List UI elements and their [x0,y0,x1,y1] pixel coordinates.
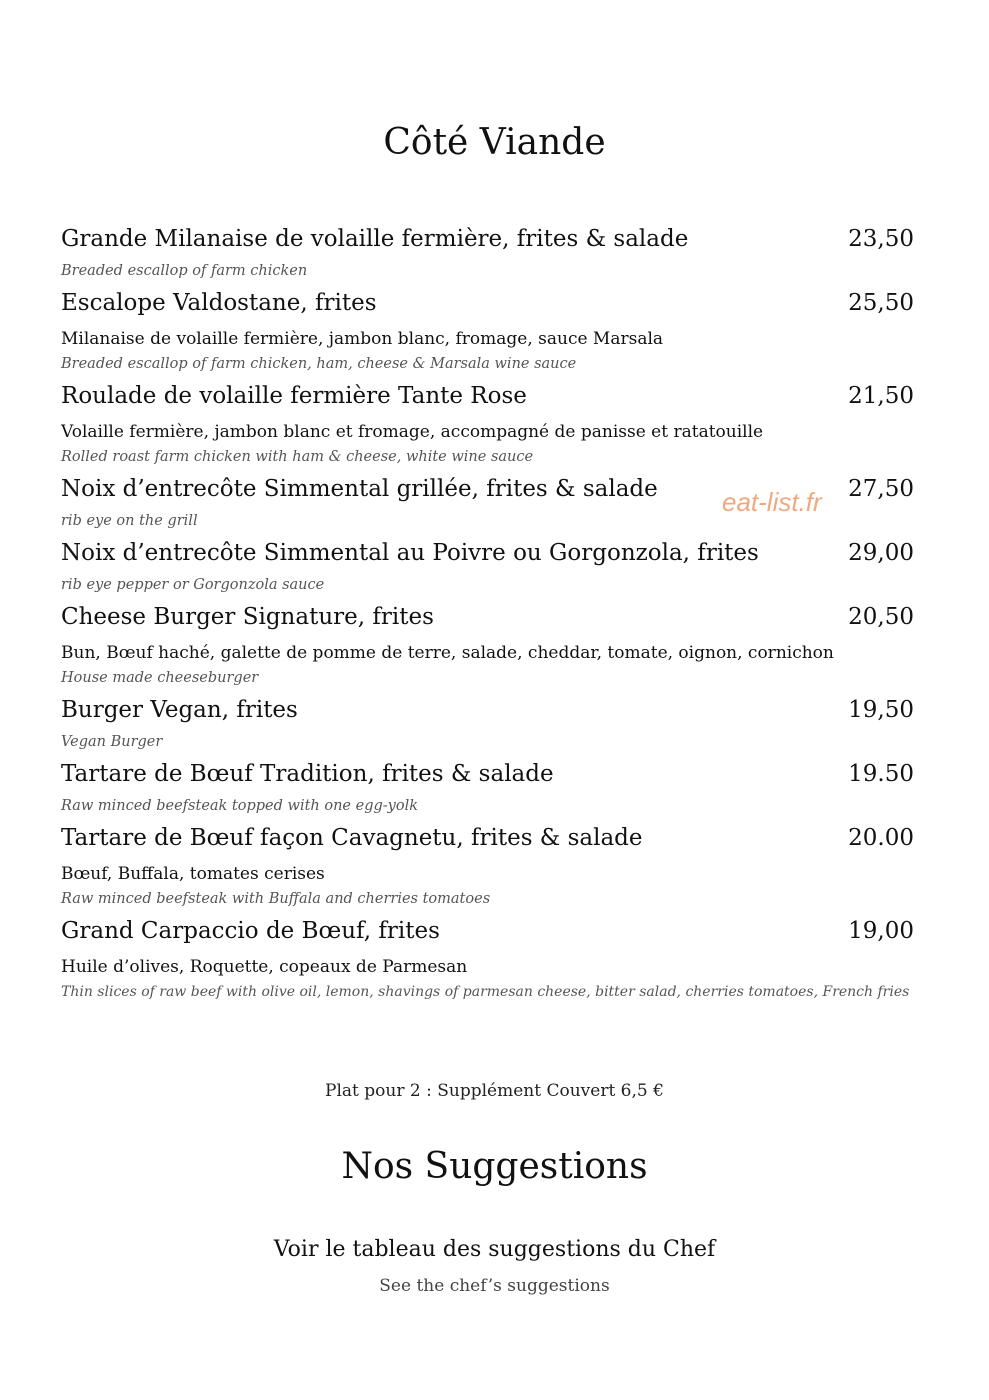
menu-item [61,219,926,283]
section-title: Côté Viande [383,122,606,163]
dish-name: Noix d’entrecôte Simmental au Poivre ou Gorgonzola, frites [61,540,759,566]
watermark: eat-list.fr [722,487,822,517]
dish-price: 19.50 [848,761,914,787]
menu-item [61,754,926,818]
menu-item [61,911,926,1004]
dish-price: 21,50 [848,383,914,409]
dish-name: Cheese Burger Signature, frites [61,604,434,630]
menu-item-row [61,818,926,860]
menu-item [61,376,926,469]
dish-description-fr: Bœuf, Buffala, tomates cerises [61,864,325,884]
dish-name: Tartare de Bœuf façon Cavagnetu, frites & salade [61,825,643,851]
dish-price: 23,50 [848,226,914,252]
dish-name: Grande Milanaise de volaille fermière, frites & salade [61,226,689,252]
dish-description-en: House made cheeseburger [61,670,259,686]
menu-item [61,690,926,754]
dish-name: Escalope Valdostane, frites [61,290,377,316]
menu-item-row [61,533,926,575]
dish-name: Noix d’entrecôte Simmental grillée, frites & salade [61,476,658,502]
dish-description-fr: Huile d’olives, Roquette, copeaux de Parmesan [61,957,468,977]
dish-price: 29,00 [848,540,914,566]
dish-description-en: Raw minced beefsteak topped with one egg-yolk [61,798,418,814]
dish-description-fr: Volaille fermière, jambon blanc et fromage, accompagné de panisse et ratatouille [61,422,764,442]
dish-description-en: Raw minced beefsteak with Buffala and cherries tomatoes [61,891,491,907]
dish-description-en: Vegan Burger [61,734,163,750]
cover-supplement-note: Plat pour 2 : Supplément Couvert 6,5 € [325,1081,664,1101]
dish-description-en: Thin slices of raw beef with olive oil, lemon, shavings of parmesan cheese, bitter salad, cherries tomatoes, French fries [61,984,910,1000]
dish-name: Tartare de Bœuf Tradition, frites & salade [61,761,554,787]
menu-item [61,818,926,911]
dish-description-en: Rolled roast farm chicken with ham & cheese, white wine sauce [61,449,534,465]
menu-item [61,533,926,597]
dish-description-en: Breaded escallop of farm chicken [61,263,308,279]
dish-price: 20,50 [848,604,914,630]
dish-description-fr: Bun, Bœuf haché, galette de pomme de terre, salade, cheddar, tomate, oignon, cornichon [61,643,834,663]
dish-description-en: rib eye pepper or Gorgonzola sauce [61,577,325,593]
menu-item-row [61,219,926,261]
dish-price: 27,50 [848,476,914,502]
menu-item-row [61,911,926,953]
menu-item-row [61,754,926,796]
dish-name: Roulade de volaille fermière Tante Rose [61,383,527,409]
menu-item-row [61,690,926,732]
dish-name: Burger Vegan, frites [61,697,298,723]
dish-price: 25,50 [848,290,914,316]
dish-price: 19,00 [848,918,914,944]
dish-description-fr: Milanaise de volaille fermière, jambon blanc, fromage, sauce Marsala [61,329,664,349]
dish-name: Grand Carpaccio de Bœuf, frites [61,918,440,944]
dish-price: 20.00 [848,825,914,851]
menu-item-row [61,597,926,639]
menu-item-row [61,376,926,418]
dish-description-en: Breaded escallop of farm chicken, ham, cheese & Marsala wine sauce [61,356,577,372]
menu-item [61,283,926,376]
menu-list [61,219,926,1004]
menu-item [61,597,926,690]
dish-description-en: rib eye on the grill [61,513,198,529]
dish-price: 19,50 [848,697,914,723]
suggestions-text-en: See the chef’s suggestions [379,1276,610,1296]
suggestions-text-fr: Voir le tableau des suggestions du Chef [273,1237,716,1262]
suggestions-title: Nos Suggestions [341,1146,648,1187]
menu-item-row [61,283,926,325]
